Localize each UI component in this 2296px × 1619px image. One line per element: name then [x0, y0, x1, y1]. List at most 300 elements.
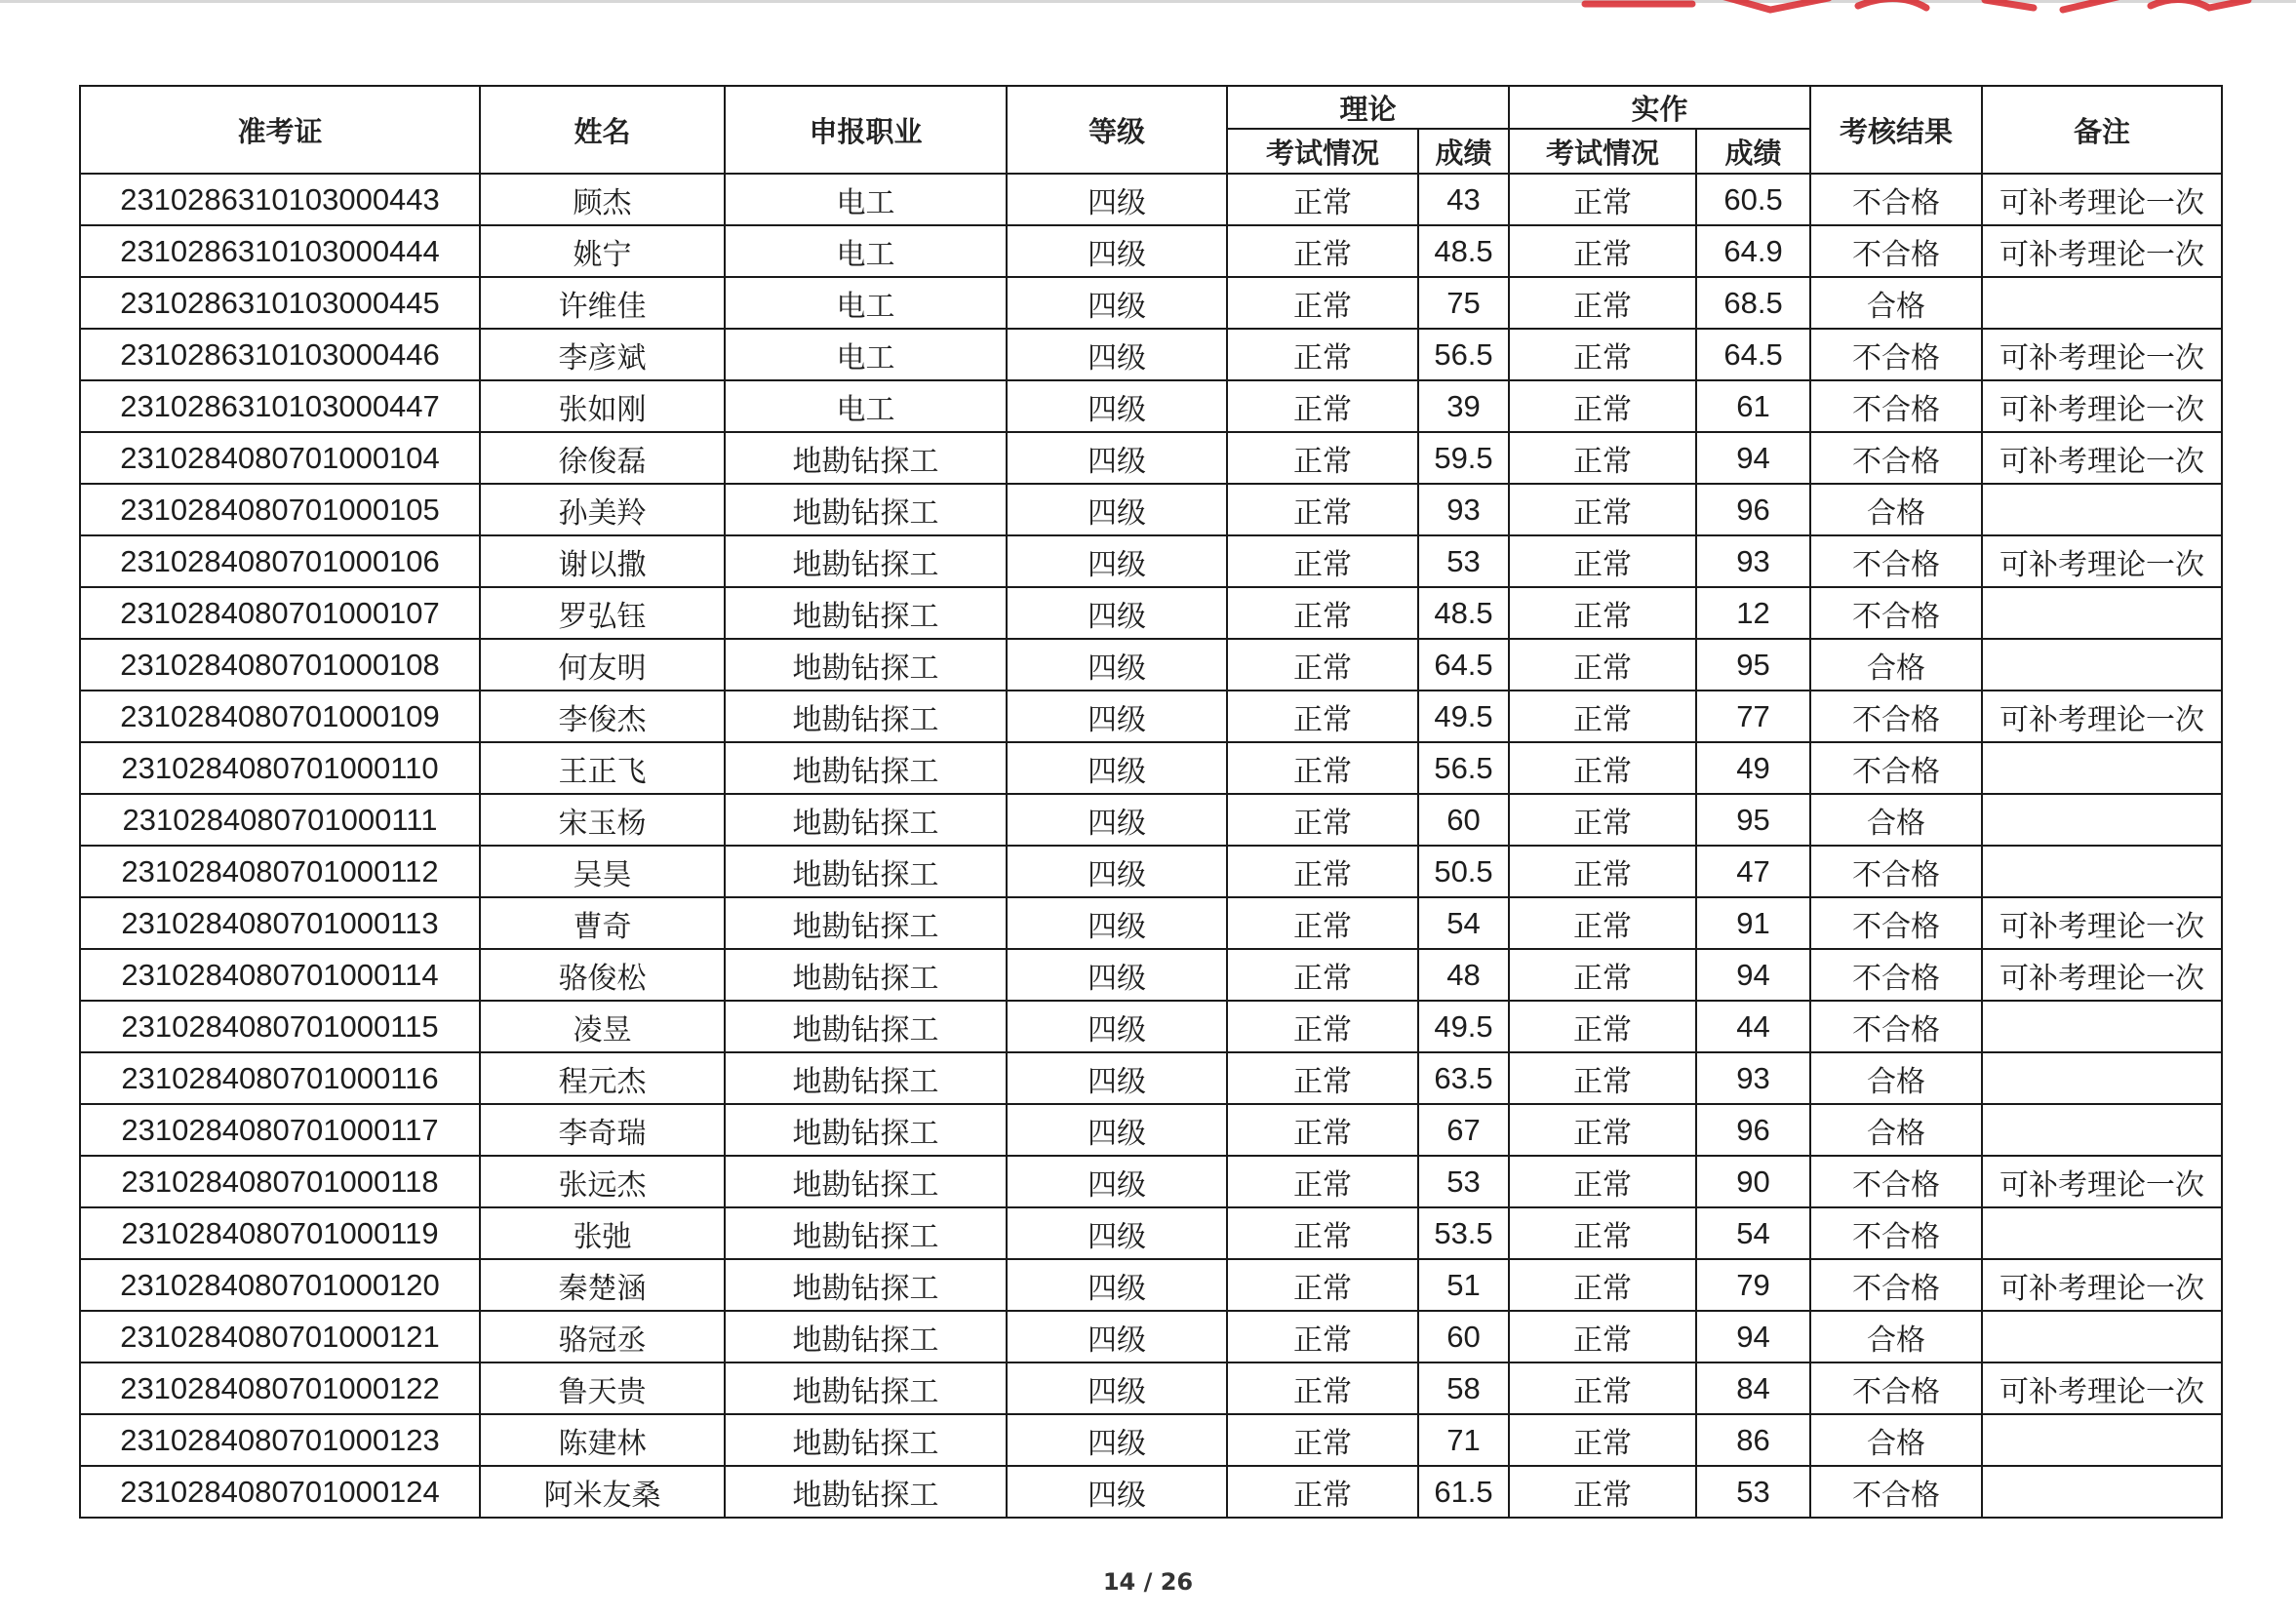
cell-theory-status: 正常 [1227, 174, 1418, 225]
cell-level: 四级 [1007, 897, 1227, 949]
cell-ticket: 2310286310103000446 [80, 329, 480, 380]
cell-ticket: 2310284080701000122 [80, 1362, 480, 1414]
cell-occupation: 地勘钻探工 [725, 484, 1007, 535]
cell-result: 不合格 [1810, 742, 1982, 794]
cell-remark: 可补考理论一次 [1982, 432, 2222, 484]
cell-ticket: 2310284080701000124 [80, 1466, 480, 1518]
table-row [80, 174, 2222, 225]
cell-remark [1982, 587, 2222, 639]
cell-name: 阿米友桑 [480, 1466, 725, 1518]
cell-ticket: 2310284080701000121 [80, 1311, 480, 1362]
cell-remark: 可补考理论一次 [1982, 897, 2222, 949]
cell-practical-status: 正常 [1509, 1052, 1696, 1104]
cell-occupation: 地勘钻探工 [725, 1311, 1007, 1362]
table-row [80, 691, 2222, 742]
cell-practical-status: 正常 [1509, 897, 1696, 949]
cell-name: 王正飞 [480, 742, 725, 794]
cell-theory-status: 正常 [1227, 432, 1418, 484]
cell-result: 不合格 [1810, 846, 1982, 897]
cell-remark [1982, 277, 2222, 329]
cell-practical-status: 正常 [1509, 949, 1696, 1001]
cell-name: 许维佳 [480, 277, 725, 329]
cell-practical-status: 正常 [1509, 1104, 1696, 1156]
cell-result: 不合格 [1810, 225, 1982, 277]
cell-practical-status: 正常 [1509, 846, 1696, 897]
cell-theory-status: 正常 [1227, 1104, 1418, 1156]
cell-level: 四级 [1007, 742, 1227, 794]
cell-practical-score: 86 [1696, 1414, 1810, 1466]
cell-occupation: 电工 [725, 329, 1007, 380]
cell-practical-status: 正常 [1509, 639, 1696, 691]
cell-practical-score: 49 [1696, 742, 1810, 794]
cell-level: 四级 [1007, 174, 1227, 225]
cell-level: 四级 [1007, 949, 1227, 1001]
cell-occupation: 地勘钻探工 [725, 639, 1007, 691]
cell-remark [1982, 484, 2222, 535]
cell-name: 李俊杰 [480, 691, 725, 742]
cell-remark [1982, 1414, 2222, 1466]
cell-name: 罗弘钰 [480, 587, 725, 639]
cell-occupation: 地勘钻探工 [725, 1466, 1007, 1518]
cell-theory-status: 正常 [1227, 1466, 1418, 1518]
cell-remark [1982, 1311, 2222, 1362]
cell-occupation: 地勘钻探工 [725, 535, 1007, 587]
cell-theory-score: 56.5 [1418, 329, 1509, 380]
cell-result: 不合格 [1810, 174, 1982, 225]
cell-theory-score: 50.5 [1418, 846, 1509, 897]
table-row [80, 484, 2222, 535]
cell-practical-score: 96 [1696, 1104, 1810, 1156]
cell-result: 不合格 [1810, 1466, 1982, 1518]
cell-occupation: 地勘钻探工 [725, 1414, 1007, 1466]
cell-name: 陈建林 [480, 1414, 725, 1466]
cell-occupation: 地勘钻探工 [725, 1104, 1007, 1156]
cell-theory-score: 67 [1418, 1104, 1509, 1156]
cell-practical-score: 91 [1696, 897, 1810, 949]
cell-practical-score: 60.5 [1696, 174, 1810, 225]
cell-result: 合格 [1810, 1052, 1982, 1104]
cell-result: 合格 [1810, 1104, 1982, 1156]
page-number: 14 / 26 [1102, 1568, 1194, 1596]
cell-name: 骆俊松 [480, 949, 725, 1001]
exam-results-table [79, 85, 2223, 1519]
cell-theory-status: 正常 [1227, 329, 1418, 380]
table-row [80, 1414, 2222, 1466]
cell-occupation: 地勘钻探工 [725, 1052, 1007, 1104]
cell-name: 徐俊磊 [480, 432, 725, 484]
cell-practical-score: 95 [1696, 794, 1810, 846]
cell-theory-score: 49.5 [1418, 691, 1509, 742]
cell-level: 四级 [1007, 1001, 1227, 1052]
table-row [80, 587, 2222, 639]
cell-remark [1982, 639, 2222, 691]
cell-ticket: 2310284080701000112 [80, 846, 480, 897]
cell-result: 不合格 [1810, 1207, 1982, 1259]
cell-theory-status: 正常 [1227, 225, 1418, 277]
cell-practical-status: 正常 [1509, 329, 1696, 380]
table-row [80, 329, 2222, 380]
cell-remark [1982, 1466, 2222, 1518]
cell-theory-score: 93 [1418, 484, 1509, 535]
table-row [80, 1104, 2222, 1156]
header-result: 考核结果 [1810, 86, 1982, 174]
table-row [80, 1311, 2222, 1362]
cell-practical-score: 94 [1696, 432, 1810, 484]
cell-practical-status: 正常 [1509, 587, 1696, 639]
table-row [80, 277, 2222, 329]
cell-practical-status: 正常 [1509, 277, 1696, 329]
cell-theory-score: 63.5 [1418, 1052, 1509, 1104]
cell-occupation: 地勘钻探工 [725, 742, 1007, 794]
cell-result: 合格 [1810, 484, 1982, 535]
cell-theory-score: 60 [1418, 794, 1509, 846]
cell-remark [1982, 1052, 2222, 1104]
cell-result: 合格 [1810, 794, 1982, 846]
cell-practical-status: 正常 [1509, 1207, 1696, 1259]
cell-name: 张弛 [480, 1207, 725, 1259]
cell-practical-score: 96 [1696, 484, 1810, 535]
cell-result: 不合格 [1810, 897, 1982, 949]
cell-name: 宋玉杨 [480, 794, 725, 846]
cell-name: 骆冠丞 [480, 1311, 725, 1362]
table-row [80, 225, 2222, 277]
cell-remark [1982, 1104, 2222, 1156]
table-row [80, 1362, 2222, 1414]
cell-practical-score: 94 [1696, 949, 1810, 1001]
table-row [80, 1466, 2222, 1518]
cell-practical-status: 正常 [1509, 380, 1696, 432]
cell-name: 孙美羚 [480, 484, 725, 535]
cell-ticket: 2310284080701000117 [80, 1104, 480, 1156]
table-row [80, 1052, 2222, 1104]
cell-remark [1982, 794, 2222, 846]
cell-theory-status: 正常 [1227, 846, 1418, 897]
cell-level: 四级 [1007, 1052, 1227, 1104]
cell-theory-status: 正常 [1227, 1207, 1418, 1259]
cell-occupation: 地勘钻探工 [725, 691, 1007, 742]
table-row [80, 742, 2222, 794]
header-ticket: 准考证 [80, 86, 480, 174]
cell-practical-score: 95 [1696, 639, 1810, 691]
cell-name: 程元杰 [480, 1052, 725, 1104]
cell-level: 四级 [1007, 1156, 1227, 1207]
cell-ticket: 2310286310103000447 [80, 380, 480, 432]
cell-theory-score: 53 [1418, 535, 1509, 587]
red-stamp-fragment-icon [1575, 0, 2258, 16]
cell-theory-status: 正常 [1227, 691, 1418, 742]
cell-result: 合格 [1810, 1414, 1982, 1466]
table-row [80, 1207, 2222, 1259]
cell-level: 四级 [1007, 1362, 1227, 1414]
cell-theory-status: 正常 [1227, 1259, 1418, 1311]
cell-theory-score: 60 [1418, 1311, 1509, 1362]
cell-theory-status: 正常 [1227, 742, 1418, 794]
cell-ticket: 2310284080701000118 [80, 1156, 480, 1207]
cell-level: 四级 [1007, 1259, 1227, 1311]
cell-practical-score: 68.5 [1696, 277, 1810, 329]
cell-practical-score: 93 [1696, 535, 1810, 587]
cell-practical-score: 94 [1696, 1311, 1810, 1362]
cell-practical-status: 正常 [1509, 484, 1696, 535]
cell-ticket: 2310284080701000107 [80, 587, 480, 639]
cell-practical-score: 61 [1696, 380, 1810, 432]
cell-level: 四级 [1007, 535, 1227, 587]
cell-result: 不合格 [1810, 691, 1982, 742]
cell-name: 鲁天贵 [480, 1362, 725, 1414]
cell-name: 何友明 [480, 639, 725, 691]
table-row [80, 1001, 2222, 1052]
cell-remark: 可补考理论一次 [1982, 949, 2222, 1001]
table-row [80, 380, 2222, 432]
cell-remark: 可补考理论一次 [1982, 1156, 2222, 1207]
cell-theory-score: 71 [1418, 1414, 1509, 1466]
cell-occupation: 地勘钻探工 [725, 432, 1007, 484]
cell-name: 姚宁 [480, 225, 725, 277]
cell-occupation: 地勘钻探工 [725, 1001, 1007, 1052]
cell-theory-score: 61.5 [1418, 1466, 1509, 1518]
cell-practical-score: 64.9 [1696, 225, 1810, 277]
cell-ticket: 2310284080701000123 [80, 1414, 480, 1466]
cell-practical-score: 84 [1696, 1362, 1810, 1414]
table-body [80, 174, 2222, 1518]
cell-practical-status: 正常 [1509, 432, 1696, 484]
header-practical-status: 考试情况 [1509, 129, 1696, 174]
cell-remark: 可补考理论一次 [1982, 691, 2222, 742]
cell-occupation: 电工 [725, 380, 1007, 432]
cell-result: 合格 [1810, 277, 1982, 329]
cell-remark [1982, 846, 2222, 897]
cell-theory-status: 正常 [1227, 587, 1418, 639]
cell-level: 四级 [1007, 329, 1227, 380]
cell-practical-status: 正常 [1509, 174, 1696, 225]
cell-level: 四级 [1007, 587, 1227, 639]
cell-name: 张远杰 [480, 1156, 725, 1207]
cell-ticket: 2310284080701000110 [80, 742, 480, 794]
cell-theory-score: 48.5 [1418, 225, 1509, 277]
cell-level: 四级 [1007, 277, 1227, 329]
cell-practical-score: 47 [1696, 846, 1810, 897]
cell-theory-status: 正常 [1227, 1156, 1418, 1207]
cell-theory-status: 正常 [1227, 535, 1418, 587]
cell-practical-score: 44 [1696, 1001, 1810, 1052]
cell-practical-score: 79 [1696, 1259, 1810, 1311]
cell-remark: 可补考理论一次 [1982, 535, 2222, 587]
table-row [80, 1156, 2222, 1207]
cell-practical-score: 77 [1696, 691, 1810, 742]
header-theory-status: 考试情况 [1227, 129, 1418, 174]
table-row [80, 897, 2222, 949]
header-theory-score: 成绩 [1418, 129, 1509, 174]
cell-theory-status: 正常 [1227, 639, 1418, 691]
table-header [80, 86, 2222, 174]
cell-occupation: 电工 [725, 174, 1007, 225]
cell-result: 不合格 [1810, 329, 1982, 380]
cell-occupation: 地勘钻探工 [725, 1362, 1007, 1414]
cell-theory-score: 56.5 [1418, 742, 1509, 794]
cell-theory-status: 正常 [1227, 484, 1418, 535]
cell-remark: 可补考理论一次 [1982, 1259, 2222, 1311]
cell-result: 不合格 [1810, 1259, 1982, 1311]
cell-level: 四级 [1007, 1104, 1227, 1156]
cell-remark: 可补考理论一次 [1982, 225, 2222, 277]
cell-occupation: 地勘钻探工 [725, 846, 1007, 897]
cell-occupation: 地勘钻探工 [725, 587, 1007, 639]
cell-theory-status: 正常 [1227, 1414, 1418, 1466]
cell-ticket: 2310284080701000114 [80, 949, 480, 1001]
cell-theory-status: 正常 [1227, 897, 1418, 949]
cell-practical-score: 54 [1696, 1207, 1810, 1259]
header-practical-score: 成绩 [1696, 129, 1810, 174]
cell-theory-score: 53 [1418, 1156, 1509, 1207]
cell-ticket: 2310286310103000445 [80, 277, 480, 329]
table-row [80, 794, 2222, 846]
cell-result: 不合格 [1810, 380, 1982, 432]
cell-ticket: 2310284080701000106 [80, 535, 480, 587]
cell-practical-status: 正常 [1509, 794, 1696, 846]
cell-ticket: 2310284080701000116 [80, 1052, 480, 1104]
header-theory: 理论 [1227, 86, 1509, 129]
cell-occupation: 地勘钻探工 [725, 794, 1007, 846]
cell-practical-status: 正常 [1509, 1311, 1696, 1362]
cell-result: 不合格 [1810, 587, 1982, 639]
cell-theory-status: 正常 [1227, 949, 1418, 1001]
cell-ticket: 2310284080701000111 [80, 794, 480, 846]
cell-result: 合格 [1810, 1311, 1982, 1362]
cell-result: 不合格 [1810, 1001, 1982, 1052]
cell-occupation: 地勘钻探工 [725, 949, 1007, 1001]
header-practical: 实作 [1509, 86, 1810, 129]
cell-level: 四级 [1007, 1466, 1227, 1518]
cell-practical-status: 正常 [1509, 1466, 1696, 1518]
cell-theory-status: 正常 [1227, 1362, 1418, 1414]
cell-level: 四级 [1007, 380, 1227, 432]
cell-practical-status: 正常 [1509, 1259, 1696, 1311]
cell-practical-score: 93 [1696, 1052, 1810, 1104]
cell-practical-score: 64.5 [1696, 329, 1810, 380]
cell-practical-status: 正常 [1509, 1414, 1696, 1466]
cell-level: 四级 [1007, 1207, 1227, 1259]
cell-practical-status: 正常 [1509, 1362, 1696, 1414]
cell-remark: 可补考理论一次 [1982, 380, 2222, 432]
cell-occupation: 电工 [725, 277, 1007, 329]
cell-result: 合格 [1810, 639, 1982, 691]
header-occupation: 申报职业 [725, 86, 1007, 174]
cell-remark: 可补考理论一次 [1982, 1362, 2222, 1414]
cell-ticket: 2310284080701000105 [80, 484, 480, 535]
cell-theory-score: 58 [1418, 1362, 1509, 1414]
cell-practical-status: 正常 [1509, 691, 1696, 742]
cell-result: 不合格 [1810, 535, 1982, 587]
table-row [80, 949, 2222, 1001]
cell-theory-status: 正常 [1227, 1001, 1418, 1052]
cell-ticket: 2310284080701000119 [80, 1207, 480, 1259]
cell-theory-status: 正常 [1227, 277, 1418, 329]
cell-result: 不合格 [1810, 1156, 1982, 1207]
header-level: 等级 [1007, 86, 1227, 174]
cell-remark: 可补考理论一次 [1982, 174, 2222, 225]
cell-theory-score: 43 [1418, 174, 1509, 225]
table-row [80, 535, 2222, 587]
cell-name: 凌昱 [480, 1001, 725, 1052]
table-row [80, 639, 2222, 691]
cell-remark [1982, 1207, 2222, 1259]
cell-level: 四级 [1007, 1414, 1227, 1466]
cell-occupation: 地勘钻探工 [725, 1156, 1007, 1207]
header-name: 姓名 [480, 86, 725, 174]
table-row [80, 432, 2222, 484]
cell-ticket: 2310284080701000109 [80, 691, 480, 742]
cell-practical-status: 正常 [1509, 225, 1696, 277]
cell-name: 吴昊 [480, 846, 725, 897]
cell-theory-score: 48.5 [1418, 587, 1509, 639]
cell-level: 四级 [1007, 1311, 1227, 1362]
cell-practical-score: 90 [1696, 1156, 1810, 1207]
cell-level: 四级 [1007, 846, 1227, 897]
cell-name: 张如刚 [480, 380, 725, 432]
cell-theory-score: 64.5 [1418, 639, 1509, 691]
cell-level: 四级 [1007, 484, 1227, 535]
cell-remark [1982, 1001, 2222, 1052]
table-row [80, 846, 2222, 897]
header-remark: 备注 [1982, 86, 2222, 174]
cell-ticket: 2310286310103000443 [80, 174, 480, 225]
cell-theory-status: 正常 [1227, 1311, 1418, 1362]
cell-level: 四级 [1007, 639, 1227, 691]
cell-practical-status: 正常 [1509, 1001, 1696, 1052]
cell-ticket: 2310286310103000444 [80, 225, 480, 277]
cell-theory-status: 正常 [1227, 1052, 1418, 1104]
cell-occupation: 电工 [725, 225, 1007, 277]
cell-name: 曹奇 [480, 897, 725, 949]
cell-name: 谢以撒 [480, 535, 725, 587]
cell-level: 四级 [1007, 691, 1227, 742]
table-row [80, 1259, 2222, 1311]
cell-ticket: 2310284080701000108 [80, 639, 480, 691]
cell-remark [1982, 742, 2222, 794]
cell-occupation: 地勘钻探工 [725, 1259, 1007, 1311]
cell-theory-score: 49.5 [1418, 1001, 1509, 1052]
cell-theory-score: 59.5 [1418, 432, 1509, 484]
cell-name: 李彦斌 [480, 329, 725, 380]
cell-occupation: 地勘钻探工 [725, 1207, 1007, 1259]
cell-theory-score: 53.5 [1418, 1207, 1509, 1259]
cell-practical-score: 53 [1696, 1466, 1810, 1518]
cell-theory-score: 39 [1418, 380, 1509, 432]
cell-theory-score: 51 [1418, 1259, 1509, 1311]
cell-ticket: 2310284080701000113 [80, 897, 480, 949]
cell-occupation: 地勘钻探工 [725, 897, 1007, 949]
cell-theory-score: 54 [1418, 897, 1509, 949]
cell-theory-score: 75 [1418, 277, 1509, 329]
cell-level: 四级 [1007, 225, 1227, 277]
cell-practical-status: 正常 [1509, 742, 1696, 794]
cell-ticket: 2310284080701000115 [80, 1001, 480, 1052]
cell-level: 四级 [1007, 432, 1227, 484]
cell-result: 不合格 [1810, 432, 1982, 484]
cell-practical-status: 正常 [1509, 1156, 1696, 1207]
cell-ticket: 2310284080701000104 [80, 432, 480, 484]
cell-theory-score: 48 [1418, 949, 1509, 1001]
cell-name: 李奇瑞 [480, 1104, 725, 1156]
cell-theory-status: 正常 [1227, 380, 1418, 432]
cell-result: 不合格 [1810, 949, 1982, 1001]
cell-ticket: 2310284080701000120 [80, 1259, 480, 1311]
cell-theory-status: 正常 [1227, 794, 1418, 846]
cell-practical-score: 12 [1696, 587, 1810, 639]
cell-name: 顾杰 [480, 174, 725, 225]
cell-level: 四级 [1007, 794, 1227, 846]
cell-name: 秦楚涵 [480, 1259, 725, 1311]
